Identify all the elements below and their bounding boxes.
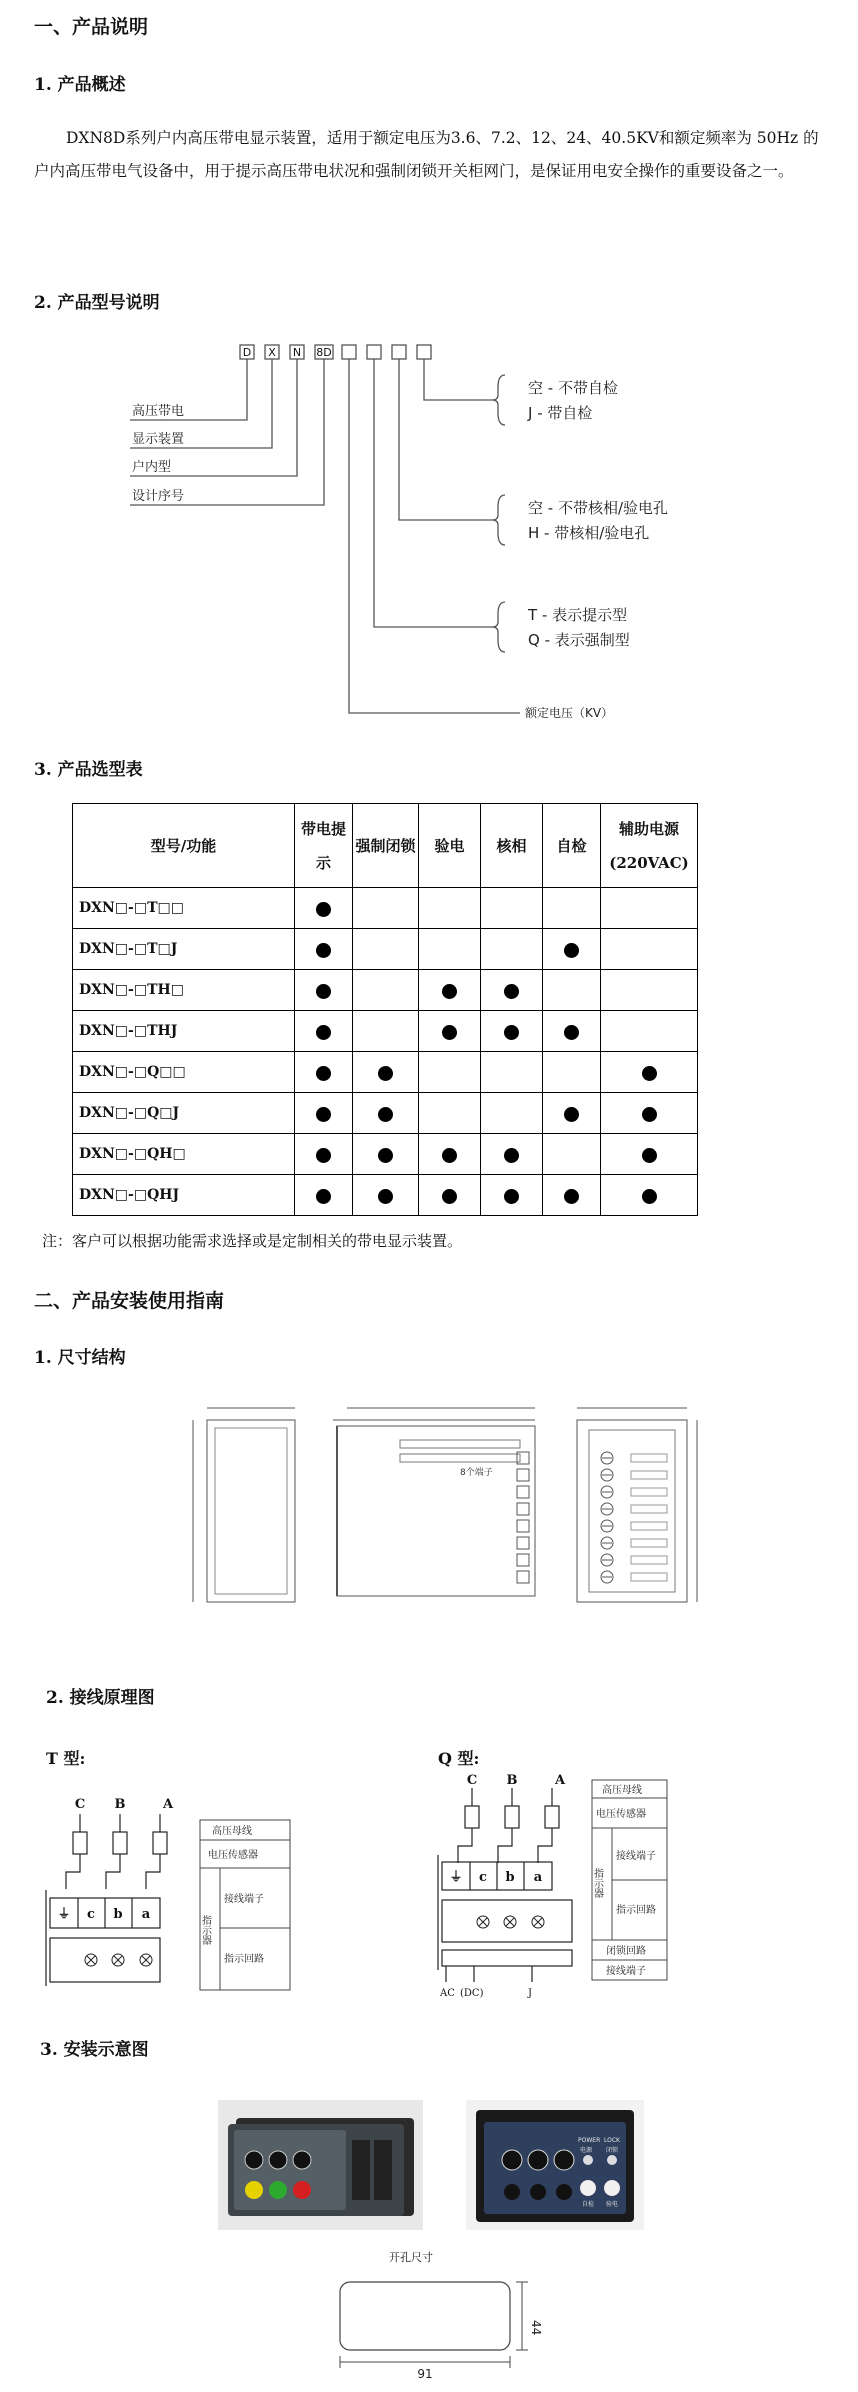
- feature-cell: [543, 1175, 601, 1216]
- feature-cell: [543, 888, 601, 929]
- q-type-label: Q 型:: [438, 1749, 480, 1768]
- feature-cell: [353, 1175, 419, 1216]
- option-no-selfcheck: 空 - 不带自检: [528, 379, 618, 397]
- feature-dot: [504, 1189, 519, 1204]
- feature-cell: [601, 1011, 698, 1052]
- feature-cell: [543, 1052, 601, 1093]
- rated-voltage-label: 额定电压（KV）: [525, 706, 614, 720]
- feature-dot: [564, 1107, 579, 1122]
- feature-cell: [419, 1052, 481, 1093]
- cutout-title: 开孔尺寸: [389, 2251, 433, 2264]
- feature-dot: [642, 1189, 657, 1204]
- feature-dot: [316, 1066, 331, 1081]
- q-legend-terminal2: 接线端子: [606, 1966, 646, 1977]
- feature-dot: [442, 1148, 457, 1163]
- feature-cell: [295, 1052, 353, 1093]
- feature-cell: [481, 1011, 543, 1052]
- q-term-b: b: [505, 1870, 515, 1885]
- table-row: [73, 1134, 698, 1175]
- feature-cell: [481, 970, 543, 1011]
- t-legend-terminal: 接线端子: [224, 1894, 264, 1905]
- label-design-no: 设计序号: [132, 489, 185, 504]
- model-cell: DXN□-□QH□: [73, 1134, 295, 1175]
- feature-dot: [504, 1148, 519, 1163]
- option-phase: H - 带核相/验电孔: [528, 524, 650, 542]
- product-photo-q-type: [466, 2100, 644, 2230]
- t-legend-circuit: 指示回路: [224, 1954, 264, 1965]
- feature-cell: [601, 1093, 698, 1134]
- feature-dot: [316, 1148, 331, 1163]
- feature-dot: [378, 1189, 393, 1204]
- q-phase-c: C: [466, 1773, 478, 1788]
- q-legend-sensor: 电压传感器: [596, 1809, 646, 1820]
- t-type-label: T 型:: [46, 1749, 86, 1768]
- table-row: [73, 929, 698, 970]
- q-phase-a: A: [554, 1773, 566, 1788]
- table-row: [73, 1175, 698, 1216]
- feature-dot: [442, 984, 457, 999]
- feature-cell: [543, 970, 601, 1011]
- option-no-phase: 空 - 不带核相/验电孔: [528, 499, 669, 517]
- q-legend-indicator: 指示器: [591, 1868, 603, 1898]
- model-box-4: 8D: [316, 346, 332, 359]
- panel-lock-label: LOCK: [604, 2137, 620, 2144]
- col-live: 带电提示: [295, 804, 353, 888]
- feature-cell: [419, 970, 481, 1011]
- model-cell: DXN□-□T□J: [73, 929, 295, 970]
- feature-cell: [353, 888, 419, 929]
- feature-cell: [481, 1093, 543, 1134]
- feature-cell: [419, 1134, 481, 1175]
- feature-cell: [295, 1175, 353, 1216]
- selection-table: [72, 803, 698, 1216]
- feature-cell: [353, 1093, 419, 1134]
- t-phase-b: B: [114, 1797, 126, 1812]
- feature-cell: [353, 1011, 419, 1052]
- model-cell: DXN□-□Q□J: [73, 1093, 295, 1134]
- feature-cell: [419, 1175, 481, 1216]
- label-display-device: 显示装置: [132, 432, 185, 447]
- t-legend-busbar: 高压母线: [212, 1826, 252, 1837]
- t-term-b: b: [113, 1907, 123, 1922]
- col-phase: 核相: [481, 804, 543, 888]
- table-row: [73, 1011, 698, 1052]
- panel-selfcheck-cn: 自检: [582, 2201, 595, 2208]
- feature-cell: [543, 1093, 601, 1134]
- t-phase-a: A: [162, 1797, 174, 1812]
- feature-cell: [543, 929, 601, 970]
- t-type-wiring-diagram: [40, 1790, 300, 2000]
- panel-test-cn: 验电: [606, 2201, 619, 2208]
- cutout-height: 44: [529, 2320, 543, 2336]
- install-title: 3. 安装示意图: [40, 2040, 149, 2060]
- overview-title: 1. 产品概述: [34, 75, 126, 95]
- cutout-width: 91: [417, 2367, 433, 2381]
- t-term-ground: ⏚: [57, 1907, 71, 1922]
- feature-cell: [543, 1011, 601, 1052]
- model-cell: DXN□-□TH□: [73, 970, 295, 1011]
- col-model: 型号/功能: [73, 804, 295, 888]
- feature-cell: [295, 1011, 353, 1052]
- t-legend-indicator: 指示器: [199, 1915, 211, 1945]
- feature-dot: [316, 1025, 331, 1040]
- t-term-a: a: [141, 1907, 151, 1922]
- table-row: [73, 888, 698, 929]
- product-photo-t-type: [218, 2100, 423, 2230]
- feature-dot: [564, 1025, 579, 1040]
- q-legend-terminal: 接线端子: [616, 1851, 656, 1862]
- feature-cell: [295, 970, 353, 1011]
- feature-cell: [601, 929, 698, 970]
- feature-cell: [601, 1052, 698, 1093]
- option-force: Q - 表示强制型: [528, 631, 630, 649]
- section-title-2: 二、产品安装使用指南: [34, 1290, 225, 1312]
- overview-text: DXN8D系列户内高压带电显示装置，适用于额定电压为3.6、7.2、12、24、40.5KV和额定频率为 50Hz 的户内高压带电气设备中，用于提示高压带电状况和强制闭锁开关柜网门，是保证用电安全操作的重要设备之一。: [34, 129, 819, 180]
- feature-cell: [353, 1052, 419, 1093]
- feature-dot: [642, 1148, 657, 1163]
- feature-cell: [601, 888, 698, 929]
- feature-cell: [353, 929, 419, 970]
- model-box-3: N: [292, 346, 302, 359]
- feature-dot: [378, 1107, 393, 1122]
- table-row: [73, 1093, 698, 1134]
- feature-cell: [601, 1134, 698, 1175]
- label-hv-live: 高压带电: [132, 404, 185, 419]
- feature-cell: [295, 929, 353, 970]
- model-cell: DXN□-□QHJ: [73, 1175, 295, 1216]
- feature-dot: [378, 1148, 393, 1163]
- model-cell: DXN□-□Q□□: [73, 1052, 295, 1093]
- feature-cell: [295, 888, 353, 929]
- feature-dot: [316, 984, 331, 999]
- dimension-title: 1. 尺寸结构: [34, 1348, 126, 1368]
- panel-power-cn: 电源: [580, 2147, 593, 2154]
- model-cell: DXN□-□THJ: [73, 1011, 295, 1052]
- cutout-drawing: [330, 2262, 550, 2382]
- feature-dot: [316, 1107, 331, 1122]
- wiring-title: 2. 接线原理图: [46, 1688, 155, 1708]
- col-test: 验电: [419, 804, 481, 888]
- feature-dot: [316, 943, 331, 958]
- feature-dot: [504, 984, 519, 999]
- q-legend-busbar: 高压母线: [602, 1785, 642, 1796]
- feature-cell: [481, 888, 543, 929]
- feature-dot: [316, 902, 331, 917]
- q-bottom-dc: (DC): [460, 1988, 484, 1999]
- feature-dot: [442, 1025, 457, 1040]
- model-cell: DXN□-□T□□: [73, 888, 295, 929]
- feature-cell: [481, 1052, 543, 1093]
- terminal-count-label: 8个端子: [460, 1468, 493, 1478]
- q-term-ground: ⏚: [449, 1870, 463, 1885]
- q-term-a: a: [533, 1870, 543, 1885]
- feature-cell: [419, 888, 481, 929]
- feature-dot: [504, 1025, 519, 1040]
- feature-cell: [295, 1093, 353, 1134]
- model-title: 2. 产品型号说明: [34, 293, 160, 313]
- q-legend-lock: 闭锁回路: [606, 1946, 646, 1957]
- feature-dot: [564, 943, 579, 958]
- t-phase-c: C: [74, 1797, 86, 1812]
- feature-dot: [642, 1066, 657, 1081]
- model-code-diagram: [110, 335, 710, 735]
- feature-cell: [601, 970, 698, 1011]
- panel-lock-cn: 闭锁: [606, 2147, 619, 2154]
- feature-cell: [419, 1093, 481, 1134]
- col-selfcheck: 自检: [543, 804, 601, 888]
- t-legend-sensor: 电压传感器: [208, 1850, 258, 1861]
- feature-cell: [295, 1134, 353, 1175]
- label-indoor: 户内型: [132, 460, 172, 475]
- t-term-c: c: [87, 1907, 95, 1922]
- dimension-drawing: [185, 1390, 705, 1625]
- table-row: [73, 1052, 698, 1093]
- table-row: [73, 970, 698, 1011]
- option-indicate: T - 表示提示型: [528, 606, 628, 624]
- selection-table-title: 3. 产品选型表: [34, 760, 143, 780]
- col-lock: 强制闭锁: [353, 804, 419, 888]
- feature-cell: [601, 1175, 698, 1216]
- feature-cell: [481, 1175, 543, 1216]
- feature-dot: [378, 1066, 393, 1081]
- feature-cell: [353, 970, 419, 1011]
- table-note: 注：客户可以根据功能需求选择或是定制相关的带电显示装置。: [42, 1232, 463, 1250]
- q-bottom-j: J: [528, 1988, 533, 1999]
- feature-dot: [564, 1189, 579, 1204]
- panel-power-label: POWER: [578, 2137, 601, 2144]
- section-title-1: 一、产品说明: [34, 16, 149, 38]
- feature-cell: [481, 929, 543, 970]
- q-term-c: c: [479, 1870, 487, 1885]
- col-aux-power: 辅助电源(220VAC): [601, 804, 698, 888]
- q-legend-circuit: 指示回路: [616, 1905, 656, 1916]
- model-box-2: X: [268, 346, 276, 359]
- q-phase-b: B: [506, 1773, 518, 1788]
- feature-cell: [543, 1134, 601, 1175]
- feature-cell: [481, 1134, 543, 1175]
- feature-cell: [419, 929, 481, 970]
- feature-dot: [316, 1189, 331, 1204]
- feature-dot: [442, 1189, 457, 1204]
- q-bottom-ac: AC: [440, 1988, 455, 1999]
- model-box-1: D: [242, 346, 252, 359]
- feature-dot: [642, 1107, 657, 1122]
- option-selfcheck: J - 带自检: [528, 404, 593, 422]
- feature-cell: [353, 1134, 419, 1175]
- feature-cell: [419, 1011, 481, 1052]
- q-type-wiring-diagram: [432, 1770, 722, 2010]
